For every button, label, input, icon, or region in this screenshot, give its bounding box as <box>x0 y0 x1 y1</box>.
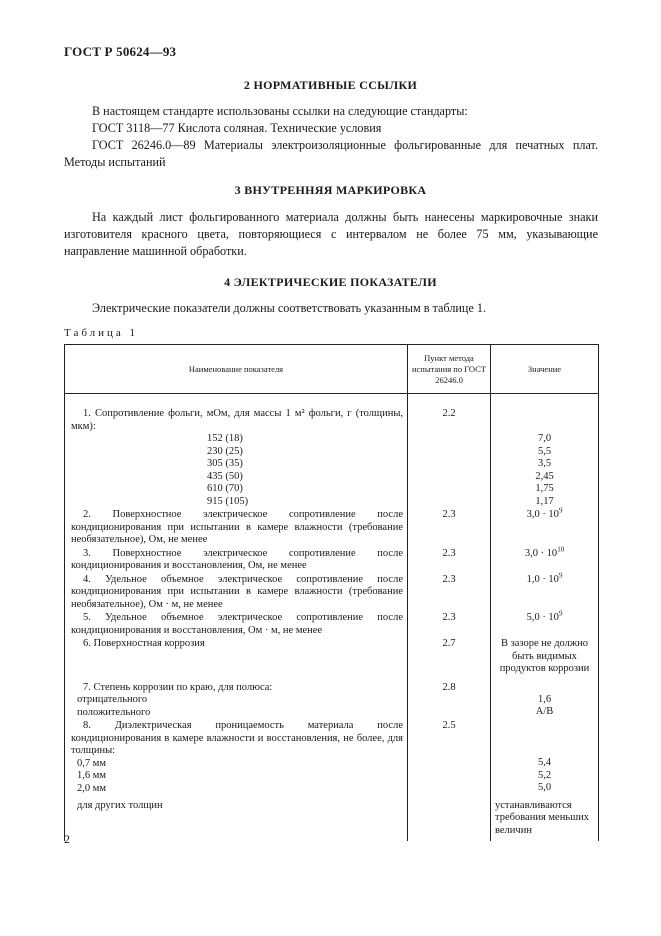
row-4-method: 2.3 <box>408 574 491 613</box>
row-1-sub-5: 610 (70) <box>207 483 243 494</box>
row-1-sub-4: 435 (50) <box>207 470 243 482</box>
row-3-name: 3. Поверхностное электрическое сопротивление после кондиционирования и восстановления, Ом, не менее <box>71 547 403 571</box>
row-1-sub-2: 230 (25) <box>207 445 243 457</box>
row-1-value-1: 7,0 <box>537 433 552 444</box>
row-6-name: 6. Поверхностная коррозия <box>83 638 205 649</box>
section-3-title: 3 ВНУТРЕННЯЯ МАРКИРОВКА <box>234 183 427 197</box>
row-3-value-base: 3,0 · 10 <box>524 547 558 559</box>
row-5-value-base: 5,0 · 10 <box>526 612 559 623</box>
table-caption: Таблица 1 <box>64 327 139 339</box>
row-8-name: 8. Диэлектрическая проницаемость материала после кондиционирования в камере влажности и восстановления, не более, для толщины: <box>71 720 403 756</box>
row-8-other-value: устанавливаются требования меньших величин <box>495 799 590 836</box>
row-5-value <box>491 609 599 638</box>
row-8-method: 2.5 <box>408 720 491 841</box>
row-8-value-1: 5,4 <box>537 757 552 768</box>
electrical-parameters-table <box>64 344 599 841</box>
section-4-text: Электрические показатели должны соответствовать указанным в таблице 1. <box>92 301 487 315</box>
row-1-method: 2.2 <box>408 408 491 509</box>
table-row <box>65 408 599 509</box>
row-5-value-exp: 9 <box>558 609 563 618</box>
row-1-sub-6: 915 (105) <box>207 495 249 507</box>
row-7-name: 7. Степень коррозии по краю, для полюса: <box>83 681 273 693</box>
document-header: ГОСТ Р 50624—93 <box>64 44 177 59</box>
row-7-value-1: 1,6 <box>537 693 552 705</box>
table-row <box>65 682 599 721</box>
header-value: Значение <box>491 345 599 394</box>
page-number: 2 <box>64 832 70 846</box>
header-parameter-name: Наименование показателя <box>65 345 408 394</box>
row-7-sub-1: отрицательного <box>77 694 148 705</box>
row-3-method: 2.3 <box>408 548 491 574</box>
row-1-name: 1. Сопротивление фольги, мОм, для массы 1 м² фольги, г (толщины, мкм): <box>71 408 403 432</box>
section-4-title: 4 ЭЛЕКТРИЧЕСКИЕ ПОКАЗАТЕЛИ <box>224 275 437 289</box>
table-row <box>65 612 599 638</box>
row-8-sub-1: 0,7 мм <box>77 757 107 769</box>
row-2-method: 2.3 <box>408 509 491 548</box>
row-7-method: 2.8 <box>408 682 491 721</box>
row-4-value <box>491 571 599 613</box>
row-8-sub-2: 1,6 мм <box>77 770 107 781</box>
row-6-value: В зазоре не должно быть видимых продуктов коррозии <box>491 638 599 682</box>
reference-gost-26246: ГОСТ 26246.0—89 Материалы электроизоляционные фольгированные для печатных плат. Методы испытаний <box>64 138 598 169</box>
row-4-value-exp: 9 <box>558 571 563 579</box>
row-2-value-exp: 9 <box>558 506 563 515</box>
row-7-value-2: A/B <box>535 706 554 717</box>
row-8-value-2: 5,2 <box>537 769 552 781</box>
row-3-value <box>491 545 599 574</box>
row-8-value-3: 5,0 <box>537 782 552 793</box>
section-3-text: На каждый лист фольгированного материала должны быть нанесены маркировочные знаки изготовителя красного цвета, повторяющиеся с интервалом не более 75 мм, указывающие направление машинной обработки. <box>64 210 598 258</box>
row-1-sub-3: 305 (35) <box>207 458 243 469</box>
row-4-value-base: 1,0 · 10 <box>526 573 559 585</box>
row-5-method: 2.3 <box>408 612 491 638</box>
table-row <box>65 548 599 574</box>
row-1-value-4: 2,45 <box>535 470 554 482</box>
row-1-value-5: 1,75 <box>535 483 554 494</box>
table-row <box>65 509 599 548</box>
row-4-name: 4. Удельное объемное электрическое сопротивление после кондиционирования при испытании в камере влажности (требование необязательное), Ом · м, не менее <box>71 573 403 610</box>
row-8-sub-3: 2,0 мм <box>77 782 107 794</box>
row-2-name: 2. Поверхностное электрическое сопротивление после кондиционирования при испытании в камере влажности (требование необязательное), Ом, не менее <box>71 509 403 545</box>
section-2-intro: В настоящем стандарте использованы ссылки на следующие стандарты: <box>92 104 468 118</box>
table-row <box>65 638 599 682</box>
reference-gost-3118: ГОСТ 3118—77 Кислота соляная. Технические условия <box>92 121 382 135</box>
table-row <box>65 720 599 841</box>
section-2-title: 2 НОРМАТИВНЫЕ ССЫЛКИ <box>243 78 418 92</box>
row-1-value-3: 3,5 <box>537 458 552 469</box>
row-1-sub-1: 152 (18) <box>207 433 243 444</box>
row-5-name: 5. Удельное объемное электрическое сопротивление после кондиционирования и восстановления, Ом · м, не менее <box>71 612 403 636</box>
table-row <box>65 574 599 613</box>
header-test-method: Пункт метода испытания по ГОСТ 26246.0 <box>408 345 491 394</box>
row-2-value-base: 3,0 · 10 <box>526 509 559 520</box>
row-3-value-exp: 10 <box>557 545 565 553</box>
row-6-method: 2.7 <box>408 638 491 682</box>
row-1-value-6: 1,17 <box>535 495 554 507</box>
row-7-sub-2: положительного <box>77 706 151 718</box>
row-1-value-2: 5,5 <box>537 445 552 457</box>
row-2-value <box>491 506 599 548</box>
row-8-other-label: для других толщин <box>77 800 163 811</box>
